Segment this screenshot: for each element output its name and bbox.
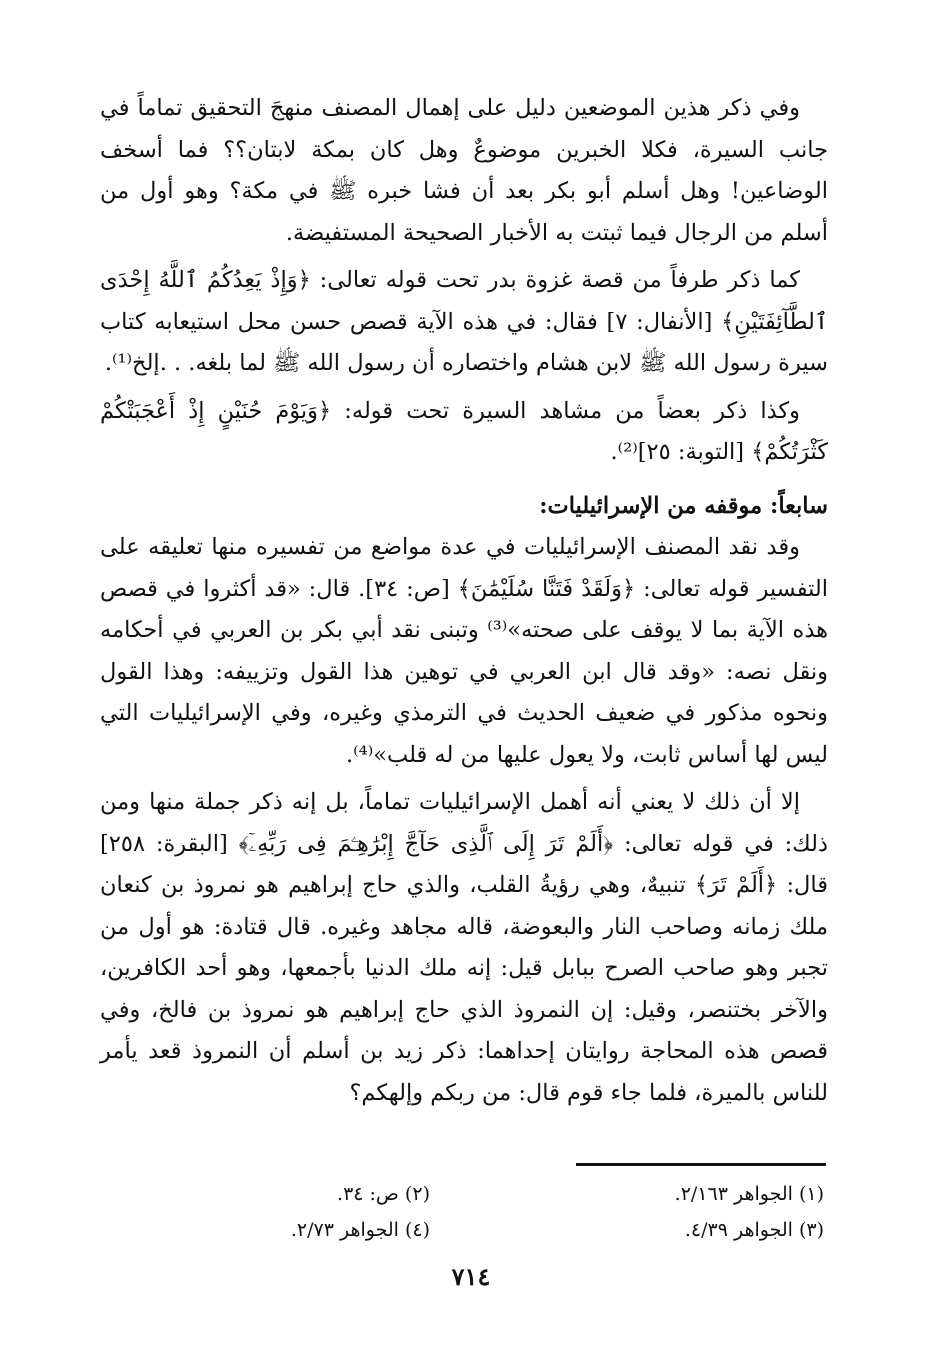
footnote-divider: [576, 1163, 826, 1166]
paragraph: وكذا ذكر بعضاً من مشاهد السيرة تحت قوله: ﴿وَيَوْمَ حُنَيْنٍ إِذْ أَعْجَبَتْكُمْ كَثْرَتُكُمْ﴾ [التوبة: ٢٥]⁽²⁾.: [100, 397, 828, 465]
paragraph: كما ذكر طرفاً من قصة غزوة بدر تحت قوله تعالى: ﴿وَإِذْ يَعِدُكُمُ ٱللَّهُ إِحْدَى ٱلطَّآئِفَتَيْنِ﴾ [الأنفال: ٧] فقال: في هذه الآية قصص حسن محل استيعابه كتاب سيرة رسول الله ﷺ لابن هشام واختصاره أن رسول الله ﷺ لما بلغه. . .إلخ⁽¹⁾.: [100, 267, 829, 376]
paragraph: إلا أن ذلك لا يعني أنه أهمل الإسرائيليات تماماً، بل إنه ذكر جملة منها ومن ذلك: في قوله تعالى: ﴿أَلَمْ تَرَ إِلَى ٱلَّذِى حَآجَّ إِبْرَٰهِـۧمَ فِى رَبِّهِۦٓ﴾ [البقرة: ٢٥٨] قال: ﴿أَلَمْ تَرَ﴾ تنبيهٌ، وهي رؤيةُ القلب، والذي حاج إبراهيم هو نمروذ بن كنعان ملك زمانه وصاحب النار والبعوضة، قاله مجاهد وغيره. قال قتادة: هو أول من تجبر وهو صاحب الصرح ببابل قيل: إنه ملك الدنيا بأجمعها، وهو أحد الكافرين، والآخر بختنصر، وقيل: إن النمروذ الذي حاج إبراهيم هو نمروذ بن فالخ، وفي قصص هذه المحاجة روايتان إحداهما: ذكر زيد بن أسلم أن النمروذ قعد يأمر للناس بالميرة، فلما جاء قوم قال: من ربكم وإلهكم؟: [100, 789, 828, 1106]
page-number: ٧١٤: [451, 1262, 491, 1291]
paragraph: وقد نقد المصنف الإسرائيليات في عدة مواضع من تفسيره منها تعليقه على التفسير قوله تعالى: ﴿وَلَقَدْ فَتَنَّا سُلَيْمَٰنَ﴾ [ص: ٣٤]. قال: «قد أكثروا في قصص هذه الآية بما لا يوقف على صحته»⁽³⁾ وتبنى نقد أبي بكر بن العربي في أحكامه ونقل نصه: «وقد قال ابن العربي في توهين هذا القول وتزييفه: وهذا القول ونحوه مذكور في ضعيف الحديث في الترمذي وغيره، وفي الإسرائيليات التي ليس لها أساس ثابت، ولا يعول عليها من له قلب»⁽⁴⁾.: [100, 534, 829, 768]
footnote: (٤) الجواهر ٢/٧٣.: [290, 1219, 430, 1241]
footnote: (٢) ص: ٣٤.: [337, 1183, 430, 1205]
main-text: [100, 88, 828, 1120]
footnote: (١) الجواهر ٢/١٦٣.: [674, 1183, 824, 1205]
paragraph: وفي ذكر هذين الموضعين دليل على إهمال المصنف منهجَ التحقيق تماماً في جانب السيرة، فكلا الخبرين موضوعٌ وهل كان بمكة لابتان؟؟ فما أسخف الوضاعين! وهل أسلم أبو بكر بعد أن فشا خبره ﷺ في مكة؟ وهو أول من أسلم من الرجال فيما ثبتت به الأخبار الصحيحة المستفيضة.: [100, 95, 828, 246]
section-heading: سابعاً: موقفه من الإسرائيليات:: [539, 492, 828, 519]
footnote: (٣) الجواهر ٤/٣٩.: [684, 1219, 824, 1241]
